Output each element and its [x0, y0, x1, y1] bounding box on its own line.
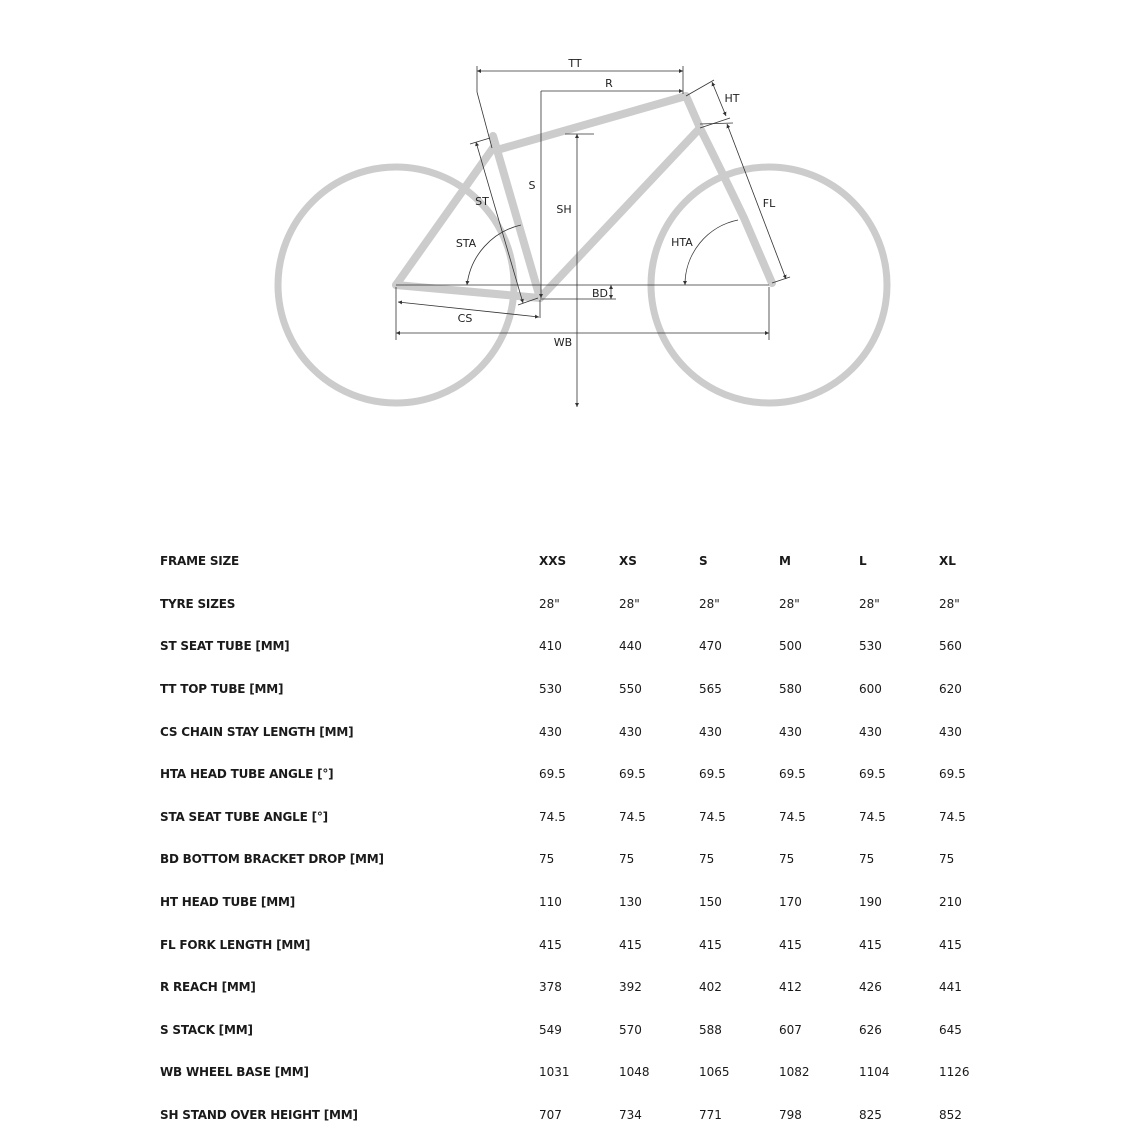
- row-label: HTA HEAD TUBE ANGLE [°]: [160, 767, 334, 782]
- row-label: SH STAND OVER HEIGHT [MM]: [160, 1108, 358, 1123]
- value-cell: 1065: [699, 1065, 730, 1080]
- value-cell: 798: [779, 1108, 802, 1123]
- row-label: HT HEAD TUBE [MM]: [160, 895, 295, 910]
- value-cell: 415: [619, 937, 642, 952]
- row-label: BD BOTTOM BRACKET DROP [MM]: [160, 852, 384, 867]
- fork: [700, 128, 772, 283]
- bike-geometry-diagram: [0, 0, 1140, 430]
- row-label: S STACK [MM]: [160, 1022, 253, 1037]
- value-cell: 415: [859, 937, 882, 952]
- row-label: WB WHEEL BASE [MM]: [160, 1065, 309, 1080]
- value-cell: 550: [619, 682, 642, 697]
- value-cell: 560: [939, 639, 962, 654]
- value-cell: 412: [779, 980, 802, 995]
- value-cell: 28": [539, 596, 560, 611]
- value-cell: 74.5: [939, 809, 966, 824]
- value-cell: 378: [539, 980, 562, 995]
- value-cell: 530: [859, 639, 882, 654]
- table-row: [160, 753, 1019, 796]
- value-cell: 410: [539, 639, 562, 654]
- value-cell: 69.5: [699, 767, 726, 782]
- value-cell: 75: [619, 852, 635, 867]
- label-wb: WB: [553, 336, 573, 349]
- value-cell: 441: [939, 980, 962, 995]
- value-cell: 430: [779, 724, 802, 739]
- table-row: [160, 838, 1019, 881]
- value-cell: 190: [859, 895, 882, 910]
- table-row: [160, 796, 1019, 839]
- value-cell: 588: [699, 1022, 722, 1037]
- top-tube: [497, 96, 686, 150]
- size-header-cell: XL: [939, 554, 956, 569]
- value-cell: 28": [699, 596, 720, 611]
- table-row: [160, 1094, 1019, 1137]
- value-cell: 430: [539, 724, 562, 739]
- value-cell: 75: [539, 852, 555, 867]
- value-cell: 415: [699, 937, 722, 952]
- value-cell: 392: [619, 980, 642, 995]
- label-sta: STA: [455, 237, 477, 250]
- value-cell: 1126: [939, 1065, 970, 1080]
- bike-frame: [396, 96, 772, 298]
- value-cell: 28": [779, 596, 800, 611]
- value-cell: 69.5: [779, 767, 806, 782]
- value-cell: 75: [859, 852, 875, 867]
- row-label: TYRE SIZES: [160, 596, 236, 611]
- row-label: STA SEAT TUBE ANGLE [°]: [160, 809, 328, 824]
- row-label: TT TOP TUBE [MM]: [160, 682, 284, 697]
- table-row: [160, 710, 1019, 753]
- value-cell: 645: [939, 1022, 962, 1037]
- size-header-cell: S: [699, 554, 708, 569]
- header-label: FRAME SIZE: [160, 554, 240, 569]
- row-label: CS CHAIN STAY LENGTH [MM]: [160, 724, 354, 739]
- value-cell: 620: [939, 682, 962, 697]
- value-cell: 415: [939, 937, 962, 952]
- value-cell: 626: [859, 1022, 882, 1037]
- value-cell: 75: [939, 852, 955, 867]
- label-sh: SH: [556, 203, 572, 216]
- table-row: [160, 966, 1019, 1009]
- value-cell: 415: [779, 937, 802, 952]
- value-cell: 170: [779, 895, 802, 910]
- value-cell: 470: [699, 639, 722, 654]
- table-row: [160, 583, 1019, 626]
- value-cell: 402: [699, 980, 722, 995]
- value-cell: 570: [619, 1022, 642, 1037]
- label-hta: HTA: [671, 236, 693, 249]
- value-cell: 426: [859, 980, 882, 995]
- value-cell: 734: [619, 1108, 642, 1123]
- value-cell: 415: [539, 937, 562, 952]
- table-row: [160, 1009, 1019, 1052]
- size-header-cell: XXS: [539, 554, 567, 569]
- table-row: [160, 923, 1019, 966]
- label-st: ST: [475, 195, 489, 208]
- size-header-cell: L: [859, 554, 867, 569]
- value-cell: 1082: [779, 1065, 810, 1080]
- value-cell: 600: [859, 682, 882, 697]
- value-cell: 549: [539, 1022, 562, 1037]
- label-r: R: [605, 77, 613, 90]
- value-cell: 771: [699, 1108, 722, 1123]
- row-label: ST SEAT TUBE [MM]: [160, 639, 290, 654]
- value-cell: 430: [699, 724, 722, 739]
- value-cell: 1104: [859, 1065, 890, 1080]
- value-cell: 430: [619, 724, 642, 739]
- value-cell: 74.5: [619, 809, 646, 824]
- table-row: [160, 625, 1019, 668]
- value-cell: 825: [859, 1108, 882, 1123]
- value-cell: 69.5: [619, 767, 646, 782]
- label-fl: FL: [762, 197, 776, 210]
- value-cell: 75: [699, 852, 715, 867]
- value-cell: 69.5: [859, 767, 886, 782]
- row-label: FL FORK LENGTH [MM]: [160, 937, 311, 952]
- value-cell: 440: [619, 639, 642, 654]
- value-cell: 607: [779, 1022, 802, 1037]
- value-cell: 430: [939, 724, 962, 739]
- size-header-cell: XS: [619, 554, 637, 569]
- value-cell: 530: [539, 682, 562, 697]
- value-cell: 28": [619, 596, 640, 611]
- value-cell: 74.5: [539, 809, 566, 824]
- value-cell: 565: [699, 682, 722, 697]
- table-header-row: [160, 540, 1019, 583]
- table-row: [160, 881, 1019, 924]
- value-cell: 110: [539, 895, 562, 910]
- label-bd: BD: [591, 287, 609, 300]
- row-label: R REACH [MM]: [160, 980, 256, 995]
- table-row: [160, 668, 1019, 711]
- value-cell: 69.5: [539, 767, 566, 782]
- label-s: S: [528, 179, 536, 192]
- value-cell: 430: [859, 724, 882, 739]
- value-cell: 74.5: [859, 809, 886, 824]
- value-cell: 69.5: [939, 767, 966, 782]
- value-cell: 74.5: [699, 809, 726, 824]
- value-cell: 75: [779, 852, 795, 867]
- value-cell: 130: [619, 895, 642, 910]
- table-row: [160, 1051, 1019, 1094]
- value-cell: 500: [779, 639, 802, 654]
- label-ht: HT: [724, 92, 740, 105]
- head-tube: [686, 96, 700, 128]
- label-cs: CS: [457, 312, 473, 325]
- value-cell: 210: [939, 895, 962, 910]
- size-header-cell: M: [779, 554, 791, 569]
- value-cell: 28": [939, 596, 960, 611]
- value-cell: 150: [699, 895, 722, 910]
- value-cell: 1048: [619, 1065, 650, 1080]
- value-cell: 707: [539, 1108, 562, 1123]
- value-cell: 580: [779, 682, 802, 697]
- value-cell: 74.5: [779, 809, 806, 824]
- value-cell: 852: [939, 1108, 962, 1123]
- value-cell: 1031: [539, 1065, 570, 1080]
- label-tt: TT: [568, 57, 582, 70]
- geometry-table: [160, 540, 1019, 1136]
- value-cell: 28": [859, 596, 880, 611]
- hta-arc: [685, 220, 738, 285]
